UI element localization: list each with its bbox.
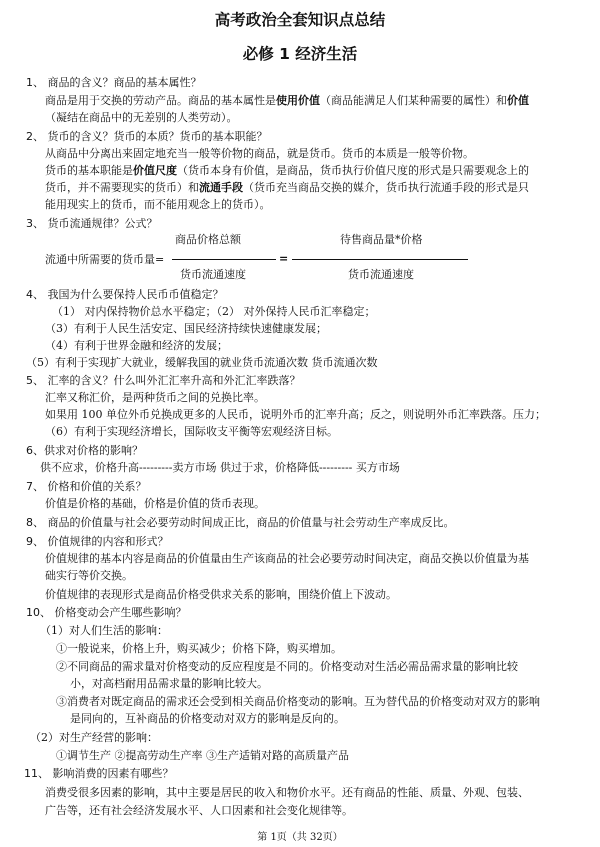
formula-denominator-2: 货币流通速度 <box>348 268 414 281</box>
answer-2-line-4: 能用现实上的货币，而不能用观念上的货币）。 <box>45 198 271 211</box>
question-6: 6、供求对价格的影响？ <box>26 444 143 457</box>
formula-equals: = <box>279 252 289 265</box>
answer-4-line-4: （5）有利于实现扩大就业，缓解我国的就业货币流通次数 货币流通次数 <box>26 356 378 369</box>
answer-9-line-1: 价值规律的基本内容是商品的价值量由生产该商品的社会必要劳动时间决定，商品交换以价值量为基 <box>45 552 529 565</box>
answer-5-line-2: 如果用 100 单位外币兑换成更多的人民币，说明外币的汇率升高；反之，则说明外币汇率跌落。压力； <box>45 408 546 421</box>
page-number: 第 1页（共 32页） <box>257 832 343 843</box>
answer-5-line-3: （6）有利于实现经济增长，国际收支平衡等宏观经济目标。 <box>45 425 338 438</box>
answer-9-line-3: 价值规律的表现形式是商品价格受供求关系的影响，围绕价值上下波动。 <box>45 588 397 601</box>
question-10: 10、 价格变动会产生哪些影响？ <box>26 606 187 619</box>
question-3: 3、 货币流通规律？公式？ <box>26 217 158 230</box>
answer-4-line-3: （4）有利于世界金融和经济的发展； <box>45 339 228 352</box>
answer-10-section-2: （2）对生产经营的影响： <box>30 731 158 744</box>
answer-2-line-3: 货币，并不需要现实的货币）和流通手段（货币充当商品交换的媒介，货币执行流通手段的形式是只 <box>45 181 529 194</box>
answer-10-item-2-cont: 小，对高档耐用品需求量的影响比较大。 <box>70 677 268 690</box>
answer-11-line-2: 广告等，还有社会经济发展水平、人口因素和社会变化规律等。 <box>45 804 353 817</box>
answer-10-item-1: ①一般说来，价格上升，购买减少；价格下降，购买增加。 <box>56 642 342 655</box>
formula-numerator-1: 商品价格总额 <box>175 233 241 246</box>
formula-denominator-1: 货币流通速度 <box>180 268 246 281</box>
question-8: 8、 商品的价值量与社会必要劳动时间成正比，商品的价值量与社会劳动生产率成反比。 <box>26 516 455 529</box>
answer-6-line-1: 供不应求，价格升高---------卖方市场 供过于求，价格降低--------- 买方市场 <box>40 461 400 474</box>
formula-fraction-bar-2 <box>292 259 468 260</box>
answer-10-production-items: ①调节生产 ②提高劳动生产率 ③生产适销对路的高质量产品 <box>56 749 349 762</box>
question-5: 5、 汇率的含义？什么叫外汇汇率升高和外汇汇率跌落？ <box>26 374 301 387</box>
question-9: 9、 价值规律的内容和形式？ <box>26 535 169 548</box>
answer-1-line-1: 商品是用于交换的劳动产品。商品的基本属性是使用价值（商品能满足人们某种需要的属性）和价值 <box>45 94 529 107</box>
document-subtitle: 必修 1 经济生活 <box>242 45 358 63</box>
answer-10-item-3-cont: 是同向的，互补商品的价格变动对双方的影响是反向的。 <box>70 712 345 725</box>
formula-numerator-2: 待售商品量*价格 <box>340 233 423 246</box>
answer-5-line-1: 汇率又称汇价，是两种货币之间的兑换比率。 <box>45 391 265 404</box>
answer-11-line-1: 消费受很多因素的影响，其中主要是居民的收入和物价水平。还有商品的性能、质量、外观、包装、 <box>45 786 529 799</box>
formula-label: 流通中所需要的货币量= <box>45 253 165 266</box>
answer-2-line-2: 货币的基本职能是价值尺度（货币本身有价值，是商品，货币执行价值尺度的形式是只需要观念上的 <box>45 164 529 177</box>
question-1: 1、 商品的含义？商品的基本属性？ <box>26 76 202 89</box>
answer-10-section-1: （1）对人们生活的影响： <box>40 624 168 637</box>
document-title: 高考政治全套知识点总结 <box>214 11 386 29</box>
formula-fraction-bar-1 <box>172 259 276 260</box>
question-7: 7、 价格和价值的关系？ <box>26 480 147 493</box>
answer-9-line-2: 础实行等价交换。 <box>45 569 133 582</box>
answer-10-item-2: ②不同商品的需求量对价格变动的反应程度是不同的。价格变动对生活必需品需求量的影响比较 <box>56 660 518 673</box>
question-11: 11、 影响消费的因素有哪些？ <box>24 767 174 780</box>
answer-2-line-1: 从商品中分离出来固定地充当一般等价物的商品，就是货币。货币的本质是一般等价物。 <box>45 147 474 160</box>
answer-4-line-2: （3）有利于人民生活安定、国民经济持续快速健康发展； <box>45 322 327 335</box>
question-2: 2、 货币的含义？货币的本质？货币的基本职能？ <box>26 130 268 143</box>
answer-7-line-1: 价值是价格的基础，价格是价值的货币表现。 <box>45 497 265 510</box>
answer-1-line-2: （凝结在商品中的无差别的人类劳动）。 <box>45 111 238 124</box>
question-4: 4、 我国为什么要保持人民币币值稳定？ <box>26 288 224 301</box>
answer-4-line-1: （1） 对内保持物价总水平稳定；（2） 对外保持人民币汇率稳定； <box>52 305 376 318</box>
answer-10-item-3: ③消费者对既定商品的需求还会受到相关商品价格变动的影响。互为替代品的价格变动对双方的影响 <box>56 695 540 708</box>
